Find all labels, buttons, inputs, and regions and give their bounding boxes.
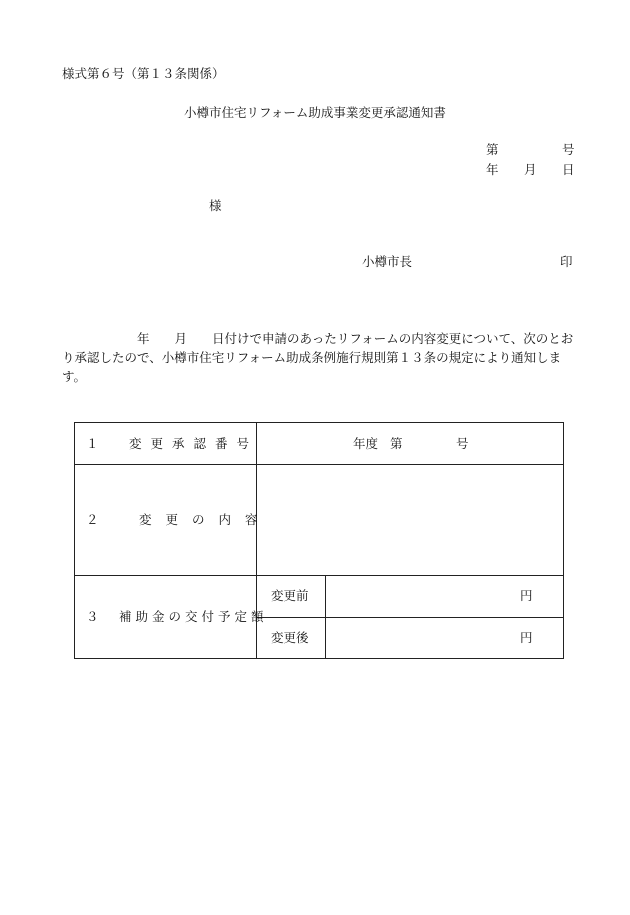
table-row-divider [75,464,563,465]
table-column-divider [325,575,326,658]
table-row-divider [75,575,563,576]
approval-number-suffix: 号 [456,436,469,451]
issuer-title: 小樽市長 [362,254,413,269]
change-content-label: ２ 変更の内容 [86,512,272,527]
before-change-unit: 円 [520,588,533,603]
approval-fiscal-year: 年度 [353,436,379,451]
after-change-unit: 円 [520,630,533,645]
date-year: 年 [486,162,499,177]
notice-table [74,422,564,659]
seal-mark: 印 [560,254,573,269]
number-suffix: 号 [562,142,575,157]
addressee-honorific: 様 [209,198,222,213]
table-row-divider [257,617,563,618]
approval-number-label: １ 変更承認番号 [86,436,259,451]
subsidy-amount-label: ３ 補助金の交付予定額 [86,609,268,624]
number-prefix: 第 [486,142,499,157]
before-change-label: 変更前 [271,588,309,603]
date-day: 日 [562,162,575,177]
after-change-label: 変更後 [271,630,309,645]
approval-number-prefix: 第 [390,436,403,451]
date-month: 月 [524,162,537,177]
document-title: 小樽市住宅リフォーム助成事業変更承認通知書 [184,105,446,120]
notice-body-text: 年 月 日付けで申請のあったリフォームの内容変更について、次のとおり承認したので、小樽市住宅リフォーム助成条例施行規則第１３条の規定により通知します。 [62,331,574,384]
form-number-label: 様式第６号（第１３条関係） [62,66,225,81]
